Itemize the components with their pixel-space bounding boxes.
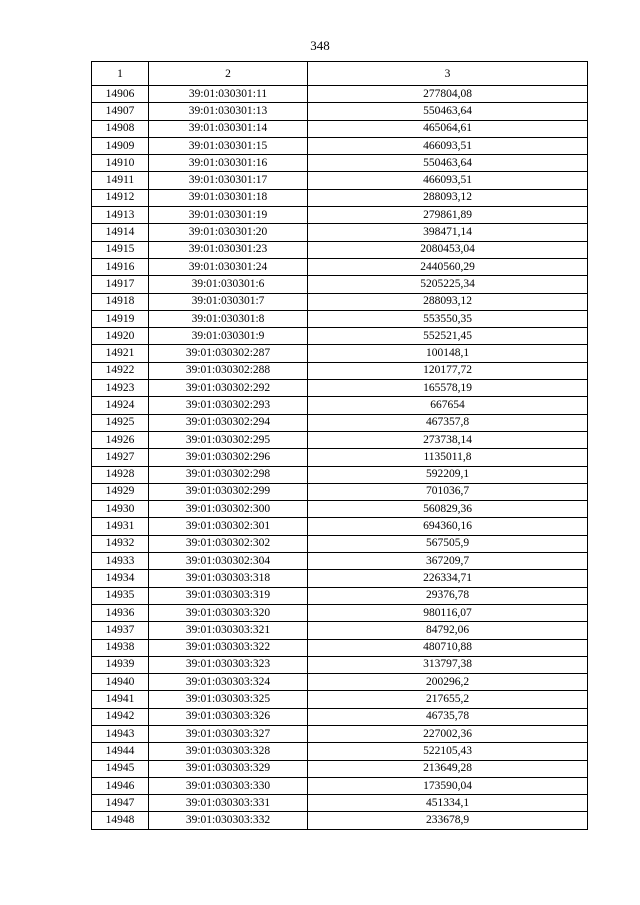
table-row [92,795,588,812]
cell-value: 173590,04 [308,777,588,794]
cell-value: 550463,64 [308,103,588,120]
table-row [92,656,588,673]
cell-row-number: 14929 [92,483,149,500]
cell-cadastral-number: 39:01:030302:295 [149,431,308,448]
cell-value: 273738,14 [308,431,588,448]
cell-value: 29376,78 [308,587,588,604]
cell-row-number: 14921 [92,345,149,362]
cell-cadastral-number: 39:01:030301:24 [149,258,308,275]
cell-cadastral-number: 39:01:030301:20 [149,224,308,241]
cell-cadastral-number: 39:01:030301:7 [149,293,308,310]
cell-value: 2440560,29 [308,258,588,275]
cell-value: 694360,16 [308,518,588,535]
cell-cadastral-number: 39:01:030303:323 [149,656,308,673]
cell-value: 567505,9 [308,535,588,552]
cell-cadastral-number: 39:01:030303:318 [149,570,308,587]
cell-cadastral-number: 39:01:030303:326 [149,708,308,725]
table-row [92,328,588,345]
cell-cadastral-number: 39:01:030302:288 [149,362,308,379]
table-row [92,587,588,604]
table-row [92,224,588,241]
cell-row-number: 14931 [92,518,149,535]
table-row [92,431,588,448]
table-row [92,380,588,397]
cell-cadastral-number: 39:01:030301:9 [149,328,308,345]
cell-cadastral-number: 39:01:030303:332 [149,812,308,829]
cell-value: 165578,19 [308,380,588,397]
cell-value: 701036,7 [308,483,588,500]
table-row [92,553,588,570]
cell-value: 480710,88 [308,639,588,656]
cell-row-number: 14939 [92,656,149,673]
cell-value: 398471,14 [308,224,588,241]
table-row [92,622,588,639]
cell-cadastral-number: 39:01:030301:13 [149,103,308,120]
table-row [92,708,588,725]
table-row [92,674,588,691]
cell-value: 1135011,8 [308,449,588,466]
cell-value: 100148,1 [308,345,588,362]
cell-row-number: 14914 [92,224,149,241]
table-row [92,397,588,414]
cell-row-number: 14928 [92,466,149,483]
cell-value: 367209,7 [308,553,588,570]
cell-row-number: 14930 [92,501,149,518]
cell-row-number: 14941 [92,691,149,708]
table-row [92,276,588,293]
cell-value: 227002,36 [308,725,588,742]
table-row [92,760,588,777]
cell-value: 466093,51 [308,172,588,189]
table-row [92,518,588,535]
cell-value: 465064,61 [308,120,588,137]
table-row [92,293,588,310]
cell-cadastral-number: 39:01:030303:331 [149,795,308,812]
cell-row-number: 14916 [92,258,149,275]
cell-cadastral-number: 39:01:030302:301 [149,518,308,535]
table-row [92,449,588,466]
cell-value: 466093,51 [308,137,588,154]
cell-row-number: 14935 [92,587,149,604]
cell-cadastral-number: 39:01:030302:299 [149,483,308,500]
cell-value: 313797,38 [308,656,588,673]
cell-value: 522105,43 [308,743,588,760]
table-row [92,725,588,742]
cell-cadastral-number: 39:01:030303:319 [149,587,308,604]
column-header-1: 1 [92,62,149,86]
table-row [92,172,588,189]
cell-value: 200296,2 [308,674,588,691]
cell-row-number: 14920 [92,328,149,345]
cell-value: 84792,06 [308,622,588,639]
page-number: 348 [310,38,330,53]
registry-table [91,61,588,830]
table-row [92,120,588,137]
cell-row-number: 14937 [92,622,149,639]
cell-row-number: 14932 [92,535,149,552]
table-row [92,604,588,621]
cell-row-number: 14925 [92,414,149,431]
cell-value: 550463,64 [308,155,588,172]
cell-row-number: 14933 [92,553,149,570]
cell-row-number: 14915 [92,241,149,258]
cell-cadastral-number: 39:01:030303:320 [149,604,308,621]
cell-value: 560829,36 [308,501,588,518]
cell-row-number: 14943 [92,725,149,742]
table-row [92,777,588,794]
table-header-row [92,62,588,86]
cell-cadastral-number: 39:01:030301:8 [149,310,308,327]
cell-cadastral-number: 39:01:030302:304 [149,553,308,570]
cell-row-number: 14944 [92,743,149,760]
cell-value: 467357,8 [308,414,588,431]
table-row [92,639,588,656]
cell-row-number: 14942 [92,708,149,725]
cell-row-number: 14918 [92,293,149,310]
cell-row-number: 14945 [92,760,149,777]
cell-cadastral-number: 39:01:030301:19 [149,207,308,224]
cell-row-number: 14912 [92,189,149,206]
cell-row-number: 14946 [92,777,149,794]
table-row [92,310,588,327]
cell-cadastral-number: 39:01:030302:296 [149,449,308,466]
cell-row-number: 14934 [92,570,149,587]
cell-cadastral-number: 39:01:030301:16 [149,155,308,172]
cell-cadastral-number: 39:01:030303:325 [149,691,308,708]
table-row [92,241,588,258]
column-header-2: 2 [149,62,308,86]
cell-row-number: 14923 [92,380,149,397]
cell-row-number: 14936 [92,604,149,621]
cell-value: 213649,28 [308,760,588,777]
table-row [92,103,588,120]
cell-row-number: 14910 [92,155,149,172]
cell-cadastral-number: 39:01:030302:298 [149,466,308,483]
cell-value: 552521,45 [308,328,588,345]
cell-cadastral-number: 39:01:030303:330 [149,777,308,794]
cell-cadastral-number: 39:01:030303:327 [149,725,308,742]
cell-cadastral-number: 39:01:030301:15 [149,137,308,154]
cell-value: 5205225,34 [308,276,588,293]
table-body [92,86,588,830]
cell-cadastral-number: 39:01:030302:287 [149,345,308,362]
cell-value: 277804,08 [308,86,588,103]
cell-value: 592209,1 [308,466,588,483]
cell-value: 233678,9 [308,812,588,829]
cell-cadastral-number: 39:01:030301:14 [149,120,308,137]
cell-cadastral-number: 39:01:030301:11 [149,86,308,103]
cell-row-number: 14906 [92,86,149,103]
cell-cadastral-number: 39:01:030302:300 [149,501,308,518]
cell-cadastral-number: 39:01:030303:329 [149,760,308,777]
cell-cadastral-number: 39:01:030303:321 [149,622,308,639]
cell-row-number: 14909 [92,137,149,154]
cell-row-number: 14926 [92,431,149,448]
table-row [92,86,588,103]
table-row [92,483,588,500]
cell-value: 451334,1 [308,795,588,812]
cell-cadastral-number: 39:01:030301:17 [149,172,308,189]
cell-row-number: 14908 [92,120,149,137]
cell-cadastral-number: 39:01:030301:18 [149,189,308,206]
cell-row-number: 14947 [92,795,149,812]
cell-value: 46735,78 [308,708,588,725]
table-row [92,466,588,483]
cell-row-number: 14913 [92,207,149,224]
table-row [92,207,588,224]
table-row [92,362,588,379]
cell-row-number: 14948 [92,812,149,829]
cell-value: 2080453,04 [308,241,588,258]
table-row [92,155,588,172]
cell-row-number: 14917 [92,276,149,293]
cell-cadastral-number: 39:01:030302:302 [149,535,308,552]
cell-value: 553550,35 [308,310,588,327]
cell-value: 980116,07 [308,604,588,621]
cell-row-number: 14919 [92,310,149,327]
cell-value: 226334,71 [308,570,588,587]
table-row [92,535,588,552]
table-row [92,414,588,431]
table-row [92,743,588,760]
cell-cadastral-number: 39:01:030302:293 [149,397,308,414]
cell-value: 217655,2 [308,691,588,708]
table-row [92,812,588,829]
cell-row-number: 14911 [92,172,149,189]
cell-value: 288093,12 [308,189,588,206]
cell-value: 667654 [308,397,588,414]
table-row [92,137,588,154]
cell-row-number: 14907 [92,103,149,120]
cell-value: 120177,72 [308,362,588,379]
table-row [92,570,588,587]
table-row [92,501,588,518]
table-row [92,189,588,206]
cell-cadastral-number: 39:01:030303:328 [149,743,308,760]
cell-value: 279861,89 [308,207,588,224]
cell-cadastral-number: 39:01:030303:322 [149,639,308,656]
cell-row-number: 14938 [92,639,149,656]
cell-cadastral-number: 39:01:030301:6 [149,276,308,293]
cell-cadastral-number: 39:01:030303:324 [149,674,308,691]
table-row [92,345,588,362]
cell-cadastral-number: 39:01:030302:294 [149,414,308,431]
cell-value: 288093,12 [308,293,588,310]
cell-row-number: 14924 [92,397,149,414]
cell-row-number: 14940 [92,674,149,691]
cell-row-number: 14927 [92,449,149,466]
cell-cadastral-number: 39:01:030302:292 [149,380,308,397]
cell-cadastral-number: 39:01:030301:23 [149,241,308,258]
table-row [92,691,588,708]
column-header-3: 3 [308,62,588,86]
cell-row-number: 14922 [92,362,149,379]
table-row [92,258,588,275]
